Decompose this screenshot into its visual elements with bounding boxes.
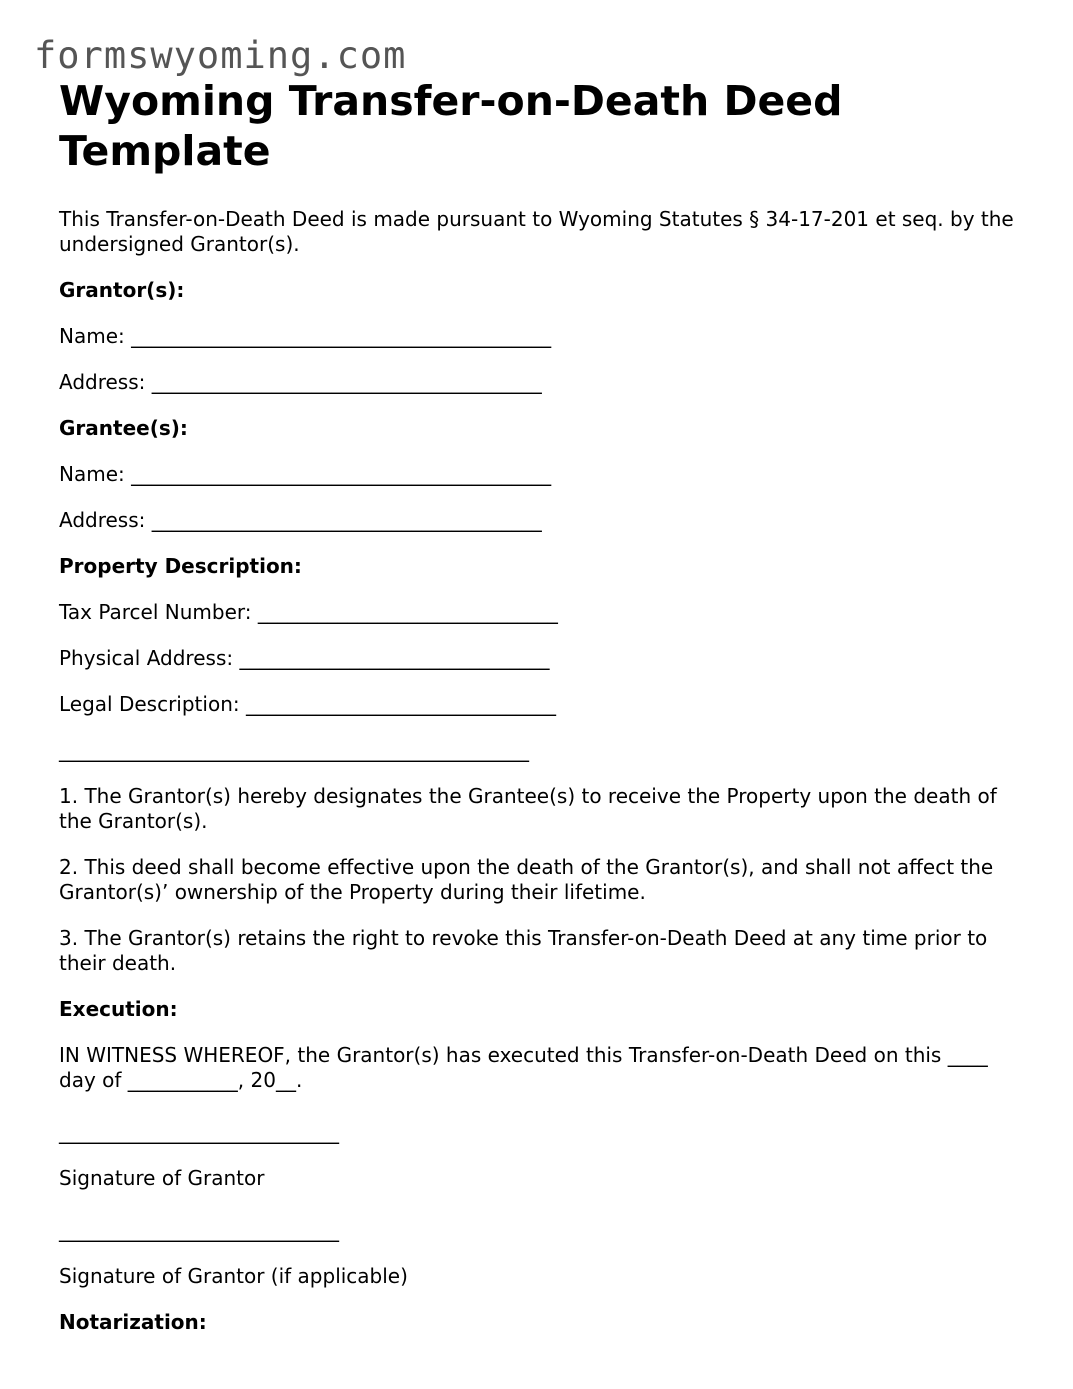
- intro-paragraph: This Transfer-on-Death Deed is made pursuant to Wyoming Statutes § 34-17-201 et seq. by the undersigned Grantor(s).: [59, 207, 1014, 256]
- signature-line-2: ____________________________: [59, 1218, 339, 1242]
- signature-line-1: ____________________________: [59, 1120, 339, 1144]
- watermark: formswyoming.com: [34, 34, 407, 77]
- notarization-heading: Notarization:: [59, 1310, 207, 1334]
- grantor-name-field: Name: __________________________________________: [59, 324, 552, 348]
- clause-3: 3. The Grantor(s) retains the right to revoke this Transfer-on-Death Deed at any time prior to their death.: [59, 926, 988, 975]
- clause-2: 2. This deed shall become effective upon the death of the Grantor(s), and shall not affect the Grantor(s)’ ownership of the Property during their lifetime.: [59, 855, 994, 904]
- signature-label-1: Signature of Grantor: [59, 1166, 265, 1190]
- execution-heading: Execution:: [59, 997, 178, 1021]
- grantee-address-field: Address: _______________________________________: [59, 508, 542, 532]
- grantee-name-field: Name: __________________________________________: [59, 462, 552, 486]
- grantee-heading: Grantee(s):: [59, 416, 188, 440]
- document-page: [59, 76, 1019, 1356]
- signature-label-2: Signature of Grantor (if applicable): [59, 1264, 408, 1288]
- document-title: Wyoming Transfer-on-Death Deed Template: [59, 77, 843, 175]
- witness-paragraph: IN WITNESS WHEREOF, the Grantor(s) has executed this Transfer-on-Death Deed on this ____ day of ___________, 20__.: [59, 1043, 988, 1092]
- grantor-address-field: Address: _______________________________________: [59, 370, 542, 394]
- physical-address-field: Physical Address: _______________________________: [59, 646, 550, 670]
- tax-parcel-field: Tax Parcel Number: ______________________________: [59, 600, 558, 624]
- legal-description-field: Legal Description: _______________________________: [59, 692, 556, 716]
- legal-description-extra-line: _______________________________________________: [59, 738, 529, 762]
- property-heading: Property Description:: [59, 554, 302, 578]
- clause-1: 1. The Grantor(s) hereby designates the Grantee(s) to receive the Property upon the death of the Grantor(s).: [59, 784, 997, 833]
- grantor-heading: Grantor(s):: [59, 278, 185, 302]
